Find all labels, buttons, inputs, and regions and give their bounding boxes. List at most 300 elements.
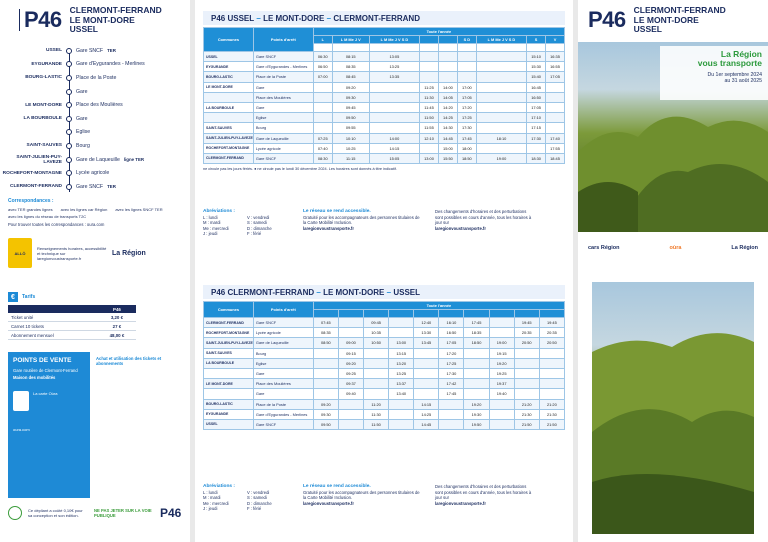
time-cell xyxy=(539,358,564,368)
stop-cell: Place de la Poste xyxy=(253,72,313,82)
tt2-line: P46 xyxy=(211,287,226,297)
time-cell xyxy=(546,92,565,102)
time-cell xyxy=(476,113,526,123)
time-cell xyxy=(514,389,539,399)
footer-line: P46 xyxy=(160,506,182,520)
correspondances-more[interactable]: Pour trouver toutes les correspondances : oura.com xyxy=(8,222,105,227)
tt1-table xyxy=(203,27,565,164)
time-cell: 13:37 xyxy=(389,379,414,389)
time-cell: 07:25 xyxy=(313,133,332,143)
time-cell xyxy=(369,102,419,112)
time-cell xyxy=(476,82,526,92)
table-row xyxy=(204,318,565,328)
time-cell: 16:35 xyxy=(546,52,565,62)
stop-row xyxy=(0,153,186,167)
stop-row xyxy=(0,180,186,194)
table-row xyxy=(204,62,565,72)
stop-dot-icon xyxy=(66,143,72,149)
time-cell: 17:30 xyxy=(439,368,464,378)
cover-validity-1: Du 1er septembre 2024 xyxy=(707,72,762,78)
stop-cell: Gare SNCF xyxy=(253,419,313,429)
time-cell: 19:00 xyxy=(476,153,526,163)
stop-cell: Gare SNCF xyxy=(253,52,313,62)
stop-name: Lycée agricole xyxy=(76,170,110,177)
stop-name: Eglise xyxy=(76,129,91,136)
oura-link[interactable]: oura.com xyxy=(13,426,30,432)
time-cell: 17:45 xyxy=(464,318,489,328)
time-cell xyxy=(414,379,439,389)
day-header: L M Me J V xyxy=(332,36,369,44)
access-text: Gratuité pour les accompagnateurs des personnes titulaires de la Carte Mobilité Inclusion. xyxy=(303,214,420,226)
time-cell: 06:30 xyxy=(313,52,332,62)
stop-cell: Gare de Laqueuille xyxy=(253,338,313,348)
town-cell: CLERMONT-FERRAND xyxy=(204,318,254,328)
back-photo xyxy=(592,282,754,534)
time-cell: 14:00 xyxy=(369,133,419,143)
time-cell: 21:30 xyxy=(514,409,539,419)
time-cell xyxy=(438,62,457,72)
time-cell: 17:05 xyxy=(457,92,476,102)
time-cell: 08:35 xyxy=(332,62,369,72)
day-header: L xyxy=(313,36,332,44)
table-row xyxy=(204,52,565,62)
all-year: Toute l'année xyxy=(313,302,564,310)
time-cell: 13:25 xyxy=(389,368,414,378)
day-header: S D xyxy=(457,36,476,44)
cover-route-2: LE MONT-DORE xyxy=(633,14,699,25)
abbrev-item: F : férié xyxy=(247,231,262,237)
time-cell: 14:15 xyxy=(414,399,439,409)
time-cell xyxy=(476,52,526,62)
time-cell xyxy=(420,52,439,62)
tt1-header: P46 USSEL – LE MONT-DORE – CLERMONT-FERRAND xyxy=(203,11,565,25)
time-cell: 17:25 xyxy=(439,358,464,368)
time-cell: 18:30 xyxy=(527,153,546,163)
time-cell xyxy=(389,419,414,429)
pv-title: POINTS DE VENTE xyxy=(13,357,72,364)
stop-row xyxy=(0,139,186,153)
time-cell xyxy=(476,123,526,133)
table-row xyxy=(204,123,565,133)
changes-text: Des changements d'horaires et des perturbations sont possibles en cours d'année, tous les horaires à jour sur xyxy=(435,209,532,226)
table-row xyxy=(204,419,565,429)
time-cell xyxy=(457,62,476,72)
time-cell xyxy=(476,102,526,112)
stop-badge: TER xyxy=(107,184,116,190)
time-cell xyxy=(539,389,564,399)
time-cell: 19:25 xyxy=(489,368,514,378)
time-cell: 21:20 xyxy=(514,399,539,409)
time-cell: 20:50 xyxy=(514,338,539,348)
time-cell xyxy=(546,113,565,123)
time-cell: 08:30 xyxy=(313,153,332,163)
time-cell xyxy=(476,72,526,82)
cover-logos xyxy=(588,245,758,251)
time-cell xyxy=(414,348,439,358)
time-cell xyxy=(338,419,363,429)
cover-validity-2: au 31 août 2025 xyxy=(724,78,762,84)
time-cell: 13:45 xyxy=(414,338,439,348)
time-cell xyxy=(364,358,389,368)
time-cell: 10:25 xyxy=(332,143,369,153)
vertical-label xyxy=(8,9,20,31)
stop-row xyxy=(0,112,186,126)
achat-title: Achat et utilisation des tickets et abonnements xyxy=(96,356,162,367)
time-cell: 17:30 xyxy=(457,123,476,133)
table-row xyxy=(204,348,565,358)
landscape-photo xyxy=(592,282,754,534)
region-logo: La Région xyxy=(112,249,146,257)
stop-name: Gare de Laqueuille xyxy=(76,156,120,163)
stop-name: Bourg xyxy=(76,142,90,149)
day-header xyxy=(420,36,439,44)
time-cell: 17:55 xyxy=(546,143,565,153)
stop-dot-icon xyxy=(66,157,72,163)
time-cell xyxy=(420,72,439,82)
table-row xyxy=(204,368,565,378)
time-cell xyxy=(414,358,439,368)
time-cell xyxy=(476,143,526,153)
time-cell xyxy=(389,409,414,419)
stop-cell: Gare d'Eygurandes - Merlines xyxy=(253,409,313,419)
time-cell xyxy=(313,348,338,358)
time-cell xyxy=(369,92,419,102)
abbrev-item: M : mardi xyxy=(203,220,221,226)
cover-header xyxy=(588,6,726,35)
time-cell: 19:37 xyxy=(489,379,514,389)
time-cell: 17:05 xyxy=(439,338,464,348)
time-cell xyxy=(389,328,414,338)
footer-left: Ce dépliant a coûté 0,10€ pour sa conception et son édition. xyxy=(28,508,83,518)
tarifs-title: Tarifs xyxy=(22,294,36,300)
time-cell xyxy=(546,82,565,92)
time-cell: 15:40 xyxy=(527,72,546,82)
stop-dot-icon xyxy=(66,48,72,54)
time-cell: 14:05 xyxy=(438,92,457,102)
note-marker-icon xyxy=(369,44,419,52)
col-communes: Communes xyxy=(204,302,254,318)
col-communes: Communes xyxy=(204,28,254,52)
table-row xyxy=(204,72,565,82)
stop-cell: Place des Moulières xyxy=(253,379,313,389)
changes-link[interactable]: laregionvoustransporte.fr xyxy=(435,500,486,506)
time-cell: 17:00 xyxy=(457,82,476,92)
stop-name: Gare xyxy=(76,115,88,122)
time-cell xyxy=(338,328,363,338)
correspondances xyxy=(8,198,184,227)
time-cell xyxy=(364,368,389,378)
day-header xyxy=(364,310,389,318)
time-cell: 09:30 xyxy=(332,92,369,102)
abbrev-title: Abréviations : xyxy=(203,484,235,489)
time-cell xyxy=(439,399,464,409)
time-cell xyxy=(546,123,565,133)
time-cell: 21:50 xyxy=(514,419,539,429)
oura-title: La carte Oùra xyxy=(33,390,58,396)
time-cell: 09:55 xyxy=(332,123,369,133)
time-cell: 13:20 xyxy=(389,358,414,368)
time-cell: 18:50 xyxy=(464,338,489,348)
time-cell: 08:45 xyxy=(332,72,369,82)
time-cell: 11:45 xyxy=(420,102,439,112)
stop-name: Gare xyxy=(76,88,88,95)
abbrev-item: Me : mercredi xyxy=(203,225,229,231)
time-cell xyxy=(489,419,514,429)
time-cell xyxy=(539,379,564,389)
euro-icon: € xyxy=(8,292,18,302)
tarif-price: 27 € xyxy=(98,322,136,331)
cover-panel xyxy=(578,0,768,542)
stop-town: CLERMONT-FERRAND xyxy=(10,184,62,190)
time-cell: 11:30 xyxy=(364,409,389,419)
day-header xyxy=(514,310,539,318)
time-cell: 11:15 xyxy=(332,153,369,163)
time-cell: 11:55 xyxy=(420,123,439,133)
cover-route-1: CLERMONT-FERRAND xyxy=(633,5,726,15)
tarif-label: Ticket unité xyxy=(8,313,98,322)
table-row xyxy=(204,399,565,409)
time-cell: 09:37 xyxy=(338,379,363,389)
stop-cell: Gare de Laqueuille xyxy=(253,133,313,143)
stop-town: EYGURANDE xyxy=(31,61,62,67)
stop-cell: Place des Moulières xyxy=(253,92,313,102)
town-cell: SAINT-JULIEN-PUY-LAVEZE xyxy=(204,133,254,143)
oura-card-icon xyxy=(13,391,29,411)
stop-town: SAINT-JULIEN-PUY-LAVEZE xyxy=(16,154,62,165)
pv-line: Gare routière de Clermont-Ferrand xyxy=(13,368,78,373)
time-cell: 09:25 xyxy=(338,368,363,378)
time-cell xyxy=(313,102,332,112)
time-cell xyxy=(539,348,564,358)
tarifs-header: P46 xyxy=(98,305,136,313)
town-cell xyxy=(204,92,254,102)
town-cell xyxy=(204,113,254,123)
time-cell: 09:30 xyxy=(313,409,338,419)
time-cell: 09:50 xyxy=(313,419,338,429)
tt2-header: P46 CLERMONT-FERRAND – LE MONT-DORE – USSEL xyxy=(203,285,565,299)
stop-town: ROCHEFORT-MONTAGNE xyxy=(2,170,62,176)
note-marker-icon xyxy=(527,44,546,52)
time-cell xyxy=(439,419,464,429)
tarif-price: 3,20 € xyxy=(98,313,136,322)
time-cell: 13:40 xyxy=(389,389,414,399)
day-header xyxy=(489,310,514,318)
time-cell xyxy=(464,368,489,378)
time-cell: 13:00 xyxy=(420,153,439,163)
recycle-icon xyxy=(8,506,22,520)
time-cell: 09:40 xyxy=(338,389,363,399)
cover-headline-2: vous transporte xyxy=(697,58,762,68)
time-cell xyxy=(313,113,332,123)
time-cell xyxy=(364,348,389,358)
table-row xyxy=(204,153,565,163)
abbrev-item: L : lundi xyxy=(203,489,218,495)
time-cell: 17:45 xyxy=(439,389,464,399)
time-cell: 19:50 xyxy=(464,419,489,429)
day-header xyxy=(464,310,489,318)
corr-item: avec les lignes car Région xyxy=(60,207,108,212)
town-cell: ROCHEFORT-MONTAGNE xyxy=(204,328,254,338)
col-stop: Points d'arrêt xyxy=(253,28,313,52)
time-cell xyxy=(414,368,439,378)
cover-route-3: USSEL xyxy=(633,24,662,34)
time-cell: 07:00 xyxy=(313,72,332,82)
time-cell xyxy=(338,409,363,419)
access-text: Gratuité pour les accompagnateurs des personnes titulaires de la Carte Mobilité Inclusion. xyxy=(303,489,420,501)
time-cell xyxy=(514,348,539,358)
note-marker-icon xyxy=(332,44,369,52)
stop-cell: Eglise xyxy=(253,113,313,123)
town-cell xyxy=(204,368,254,378)
oura-logo: oùra xyxy=(669,245,682,251)
time-cell: 15:10 xyxy=(527,52,546,62)
time-cell: 18:00 xyxy=(457,143,476,153)
tarif-label: Abonnement mensuel xyxy=(8,331,98,340)
day-header: L M Me J V S D xyxy=(369,36,419,44)
tt2-via: LE MONT-DORE xyxy=(323,287,385,297)
access-link[interactable]: laregionvoustransporte.fr xyxy=(303,225,354,231)
stop-row xyxy=(0,126,186,140)
abbrev-item: F : férié xyxy=(247,506,262,512)
pv-line: Maison des mobilités xyxy=(13,375,56,381)
stop-cell: Gare xyxy=(253,368,313,378)
time-cell: 20:35 xyxy=(539,328,564,338)
time-cell: 13:00 xyxy=(389,338,414,348)
table-row xyxy=(204,379,565,389)
tarif-price: 48,00 € xyxy=(98,331,136,340)
time-cell: 07:45 xyxy=(313,318,338,328)
time-cell: 16:50 xyxy=(439,328,464,338)
time-cell: 18:50 xyxy=(457,153,476,163)
town-cell: SAINT-SAUVES xyxy=(204,123,254,133)
day-header: S xyxy=(527,36,546,44)
day-header: V xyxy=(546,36,565,44)
changes-link[interactable]: laregionvoustransporte.fr xyxy=(435,225,486,231)
time-cell: 21:20 xyxy=(539,399,564,409)
time-cell: 17:10 xyxy=(527,113,546,123)
time-cell: 19:20 xyxy=(464,399,489,409)
stop-row xyxy=(0,58,186,72)
time-cell: 14:25 xyxy=(438,113,457,123)
time-cell: 11:30 xyxy=(420,92,439,102)
time-cell xyxy=(438,52,457,62)
time-cell xyxy=(389,318,414,328)
time-cell: 17:20 xyxy=(439,348,464,358)
time-cell: 10:50 xyxy=(364,338,389,348)
time-cell: 19:30 xyxy=(464,409,489,419)
town-cell: LA BOURBOULE xyxy=(204,102,254,112)
abbrev-item: D : dimanche xyxy=(247,225,272,231)
stop-cell: Gare SNCF xyxy=(253,318,313,328)
route-title xyxy=(70,6,162,35)
time-cell: 14:45 xyxy=(414,419,439,429)
stop-cell: Gare d'Eygurandes - Merlines xyxy=(253,62,313,72)
time-cell: 08:50 xyxy=(313,338,338,348)
abbrev-item: S : samedi xyxy=(247,220,267,226)
day-header xyxy=(439,310,464,318)
stop-row xyxy=(0,71,186,85)
achat-block xyxy=(96,356,182,367)
note-marker-icon xyxy=(476,44,526,52)
time-cell: 13:15 xyxy=(389,348,414,358)
time-cell xyxy=(369,82,419,92)
time-cell: 08:35 xyxy=(313,328,338,338)
day-header xyxy=(389,310,414,318)
time-cell xyxy=(313,358,338,368)
note-marker-icon xyxy=(438,44,457,52)
stop-cell: Lycée agricole xyxy=(253,328,313,338)
time-cell: 14:20 xyxy=(438,102,457,112)
town-cell: BOURG-LASTIC xyxy=(204,72,254,82)
abbrev-item: J : jeudi xyxy=(203,506,218,512)
access-title: Le réseau se rend accessible. xyxy=(303,484,371,489)
route-1: CLERMONT-FERRAND xyxy=(69,5,162,15)
day-header xyxy=(338,310,363,318)
map-header xyxy=(8,6,162,35)
time-cell: 09:45 xyxy=(364,318,389,328)
table-row xyxy=(204,338,565,348)
table-row xyxy=(204,113,565,123)
time-cell: 16:10 xyxy=(439,318,464,328)
table-row xyxy=(204,102,565,112)
stop-row xyxy=(0,98,186,112)
route-2: LE MONT-DORE xyxy=(69,14,135,25)
day-header: L M Me J V S D xyxy=(476,36,526,44)
access-title: Le réseau se rend accessible. xyxy=(303,209,371,214)
tt2-from: CLERMONT-FERRAND xyxy=(227,287,315,297)
stop-town: LA BOURBOULE xyxy=(23,116,62,122)
time-cell: 15:00 xyxy=(438,143,457,153)
info-strip xyxy=(8,238,184,268)
corr-item: avec les lignes SNCF TER xyxy=(115,207,163,212)
timetables-panel xyxy=(195,0,573,542)
time-cell: 19:45 xyxy=(514,318,539,328)
stop-town: LE MONT-DORE xyxy=(25,102,62,108)
time-cell xyxy=(313,92,332,102)
stop-name: Gare SNCF xyxy=(76,47,104,54)
day-header xyxy=(414,310,439,318)
time-cell: 14:00 xyxy=(438,82,457,92)
time-cell: 13:05 xyxy=(369,52,419,62)
town-cell: SAINT-JULIEN-PUY-LAVEZE xyxy=(204,338,254,348)
time-cell: 17:42 xyxy=(439,379,464,389)
tarifs-table xyxy=(8,305,136,340)
cover-line: P46 xyxy=(588,7,626,33)
abbrev-item: S : samedi xyxy=(247,495,267,501)
time-cell: 15:05 xyxy=(369,153,419,163)
abbrev-item: V : vendredi xyxy=(247,489,270,495)
stop-dot-icon xyxy=(66,184,72,190)
tt1-from: USSEL xyxy=(227,13,255,23)
time-cell: 17:20 xyxy=(457,102,476,112)
abbrev-item: D : dimanche xyxy=(247,500,272,506)
stop-cell: Lycée agricole xyxy=(253,143,313,153)
town-cell: USSEL xyxy=(204,52,254,62)
stop-cell: Gare xyxy=(253,389,313,399)
stop-row xyxy=(0,85,186,99)
time-cell: 10:35 xyxy=(364,328,389,338)
table-row xyxy=(204,358,565,368)
town-cell: EYGURANDE xyxy=(204,409,254,419)
time-cell xyxy=(420,62,439,72)
time-cell xyxy=(420,143,439,153)
time-cell xyxy=(438,72,457,82)
cover-headline-box xyxy=(660,46,768,100)
time-cell xyxy=(389,399,414,409)
town-cell: ROCHEFORT-MONTAGNE xyxy=(204,143,254,153)
time-cell: 09:20 xyxy=(338,358,363,368)
access-link[interactable]: laregionvoustransporte.fr xyxy=(303,500,354,506)
